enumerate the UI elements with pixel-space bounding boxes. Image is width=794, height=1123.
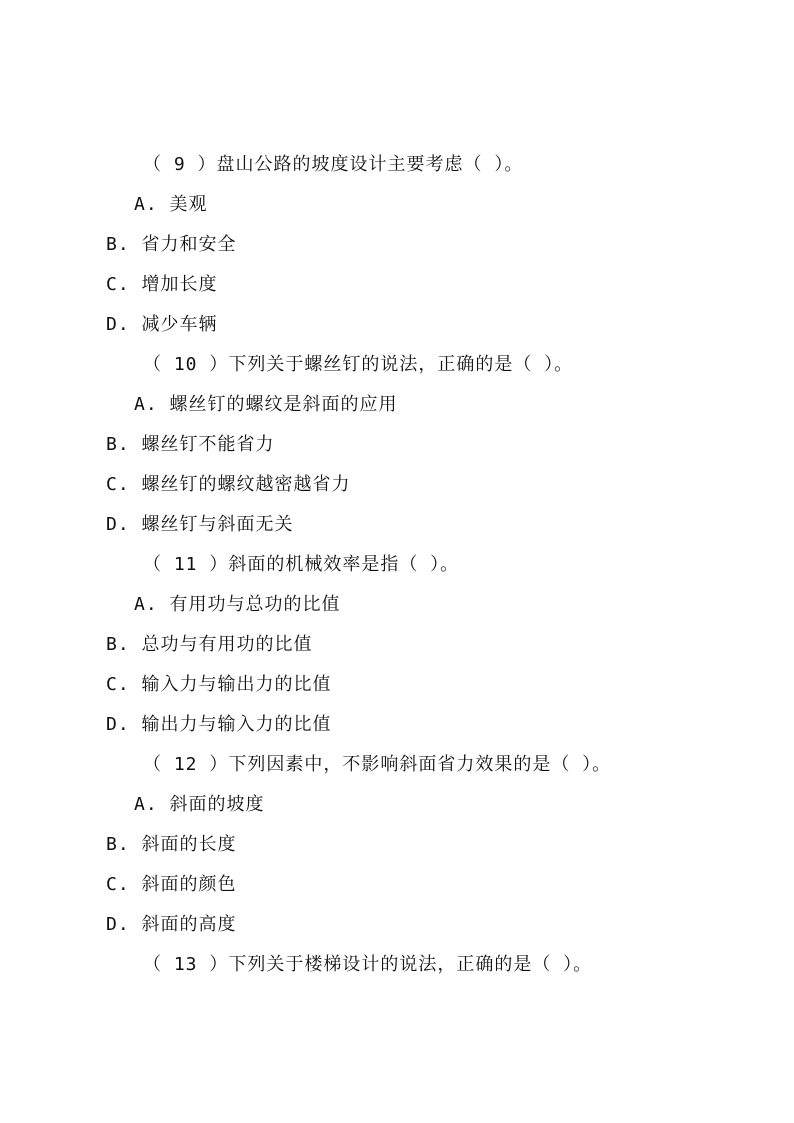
question-12-stem: （ 12 ）下列因素中，不影响斜面省力效果的是（ ）。 bbox=[143, 754, 612, 775]
question-11-option-b: B. 总功与有用功的比值 bbox=[106, 634, 313, 655]
question-12-option-b: B. 斜面的长度 bbox=[106, 834, 237, 855]
question-9-stem: （ 9 ）盘山公路的坡度设计主要考虑（ ）。 bbox=[143, 154, 524, 175]
question-11-option-c: C. 输入力与输出力的比值 bbox=[106, 674, 332, 695]
question-10-option-a: A. 螺丝钉的螺纹是斜面的应用 bbox=[134, 394, 398, 415]
question-12-option-c: C. 斜面的颜色 bbox=[106, 874, 237, 895]
question-11-option-d: D. 输出力与输入力的比值 bbox=[106, 714, 332, 735]
question-11-stem: （ 11 ）斜面的机械效率是指（ ）。 bbox=[143, 554, 460, 575]
question-10-stem: （ 10 ）下列关于螺丝钉的说法，正确的是（ ）。 bbox=[143, 354, 574, 375]
question-13-stem: （ 13 ）下列关于楼梯设计的说法，正确的是（ ）。 bbox=[143, 954, 593, 975]
question-9-option-d: D. 减少车辆 bbox=[106, 314, 218, 335]
question-11-option-a: A. 有用功与总功的比值 bbox=[134, 594, 341, 615]
question-10-option-d: D. 螺丝钉与斜面无关 bbox=[106, 514, 294, 535]
question-12-option-a: A. 斜面的坡度 bbox=[134, 794, 265, 815]
question-12-option-d: D. 斜面的高度 bbox=[106, 914, 237, 935]
question-9-option-b: B. 省力和安全 bbox=[106, 234, 237, 255]
question-9-option-a: A. 美观 bbox=[134, 194, 208, 215]
question-10-option-c: C. 螺丝钉的螺纹越密越省力 bbox=[106, 474, 351, 495]
question-9-option-c: C. 增加长度 bbox=[106, 274, 218, 295]
question-10-option-b: B. 螺丝钉不能省力 bbox=[106, 434, 275, 455]
